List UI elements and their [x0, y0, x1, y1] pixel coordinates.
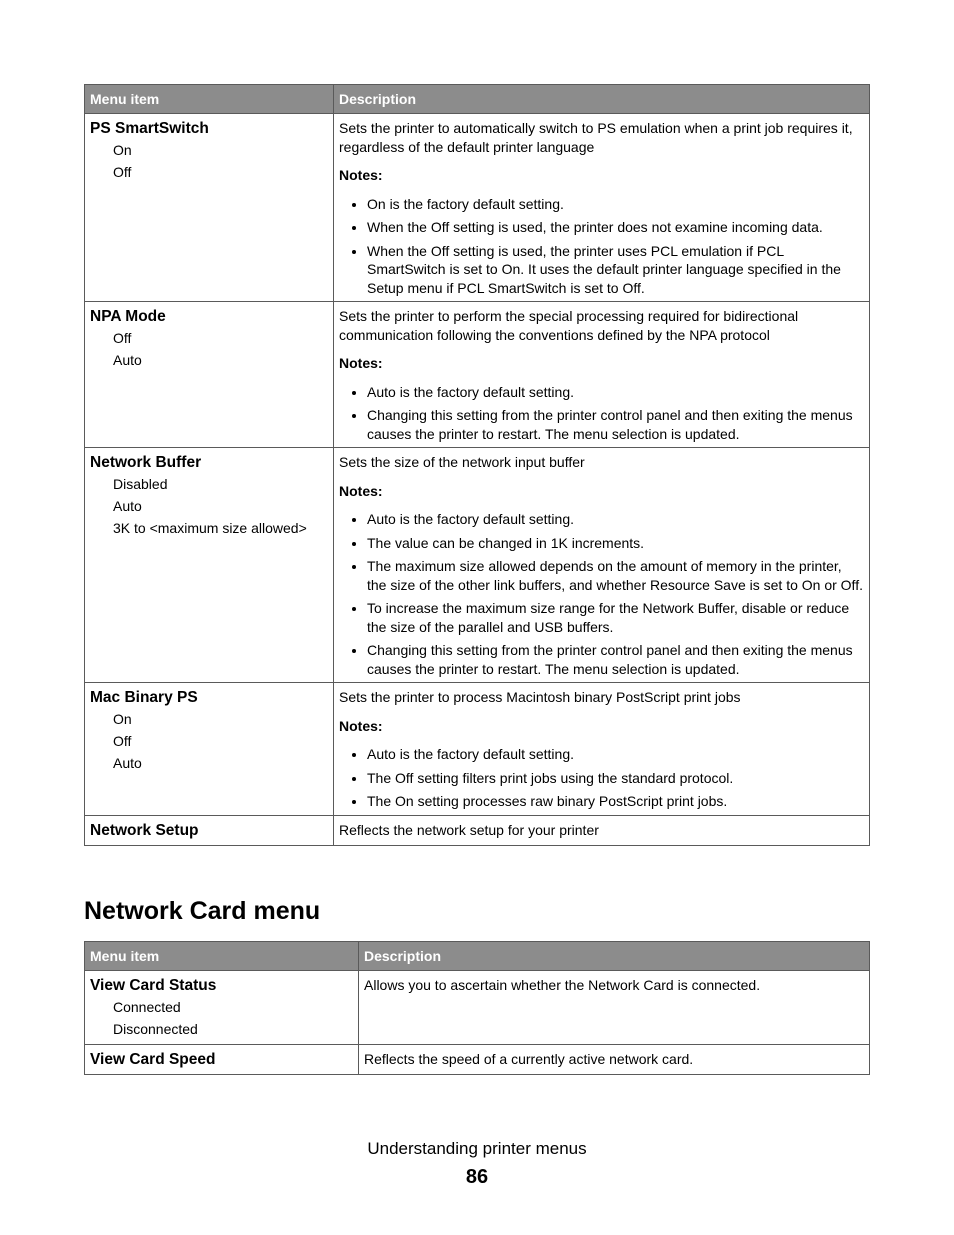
menu-option: Disabled — [113, 476, 168, 492]
menu-item-title: Network Setup — [90, 821, 199, 839]
table-header-row — [85, 942, 870, 971]
menu-item-title: Mac Binary PS — [90, 689, 198, 706]
header-menu-item: Menu item — [85, 85, 334, 114]
header-description: Description — [334, 85, 870, 114]
description-cell — [359, 1045, 870, 1075]
note-item: • To increase the maximum size range for the Network Buffer, disable or reduce the size of the parallel and USB buffers. — [367, 599, 865, 636]
menu-option: Off — [113, 330, 132, 346]
menu-option: Disconnected — [113, 1021, 198, 1037]
menu-table-network-card — [84, 941, 870, 1075]
notes-label: Notes: — [339, 482, 383, 499]
menu-option: 3K to <maximum size allowed> — [113, 520, 307, 536]
description-text: Allows you to ascertain whether the Network Card is connected. — [364, 977, 761, 993]
description-cell — [359, 971, 870, 1045]
menu-option: Auto — [113, 498, 142, 514]
description-text: Reflects the speed of a currently active network card. — [364, 1051, 694, 1067]
footer-chapter-title: Understanding printer menus — [367, 1139, 587, 1158]
note-item: • Auto is the factory default setting. — [367, 745, 865, 764]
menu-item-title: View Card Status — [90, 977, 217, 994]
menu-option: Off — [113, 733, 132, 749]
menu-option: On — [113, 142, 132, 158]
menu-item-title: PS SmartSwitch — [90, 120, 209, 137]
notes-label: Notes: — [339, 167, 383, 183]
note-item: • The Off setting filters print jobs using the standard protocol. — [367, 769, 865, 788]
description-cell — [334, 683, 870, 816]
menu-item-title: NPA Mode — [90, 308, 166, 325]
description-cell — [334, 448, 870, 683]
table-row — [85, 971, 870, 1045]
note-item: • On is the factory default setting. — [367, 195, 865, 214]
note-item: • The value can be changed in 1K increments. — [367, 534, 865, 553]
notes-list — [339, 195, 865, 298]
header-menu-item: Menu item — [85, 942, 359, 971]
note-item: • Changing this setting from the printer control panel and then exiting the menus causes the printer to restart. The menu selection is updated. — [367, 406, 865, 443]
menu-table-network — [84, 84, 870, 846]
menu-option: Off — [113, 164, 132, 180]
menu-item-cell — [85, 114, 334, 302]
table-row — [85, 114, 870, 302]
menu-item-cell — [85, 448, 334, 683]
menu-item-cell — [85, 1045, 359, 1075]
header-description: Description — [359, 942, 870, 971]
menu-option: Auto — [113, 755, 142, 771]
table-row — [85, 302, 870, 448]
description-text: Reflects the network setup for your printer — [339, 821, 599, 838]
notes-label: Notes: — [339, 355, 383, 371]
note-item: • The maximum size allowed depends on the amount of memory in the printer, the size of the other link buffers, and whether Resource Save is set to On or Off. — [367, 557, 865, 594]
menu-item-title: View Card Speed — [90, 1051, 216, 1068]
note-item: • Changing this setting from the printer control panel and then exiting the menus causes the printer to restart. The menu selection is updated. — [367, 641, 865, 678]
menu-option: On — [113, 711, 132, 727]
menu-item-title: Network Buffer — [90, 454, 202, 471]
table-header-row — [85, 85, 870, 114]
table-row — [85, 1045, 870, 1075]
section-title: Network Card menu — [84, 897, 321, 925]
table-row — [85, 815, 870, 845]
note-item: • Auto is the factory default setting. — [367, 383, 865, 402]
notes-list — [339, 510, 865, 678]
menu-item-cell — [85, 815, 334, 845]
menu-item-cell — [85, 302, 334, 448]
menu-item-cell — [85, 683, 334, 816]
notes-list — [339, 383, 865, 444]
note-item: • Auto is the factory default setting. — [367, 510, 865, 529]
description-cell — [334, 302, 870, 448]
description-cell — [334, 114, 870, 302]
table-row — [85, 683, 870, 816]
description-text: Sets the size of the network input buffer — [339, 454, 585, 470]
page-number: 86 — [465, 1166, 489, 1188]
description-cell — [334, 815, 870, 845]
description-text: Sets the printer to automatically switch to PS emulation when a print job requires it, regardless of the default printer language — [339, 120, 853, 155]
table-row — [85, 448, 870, 683]
note-item: • The On setting processes raw binary PostScript print jobs. — [367, 792, 865, 811]
note-item: • When the Off setting is used, the printer uses PCL emulation if PCL SmartSwitch is set to On. It uses the default printer language specified in the Setup menu if PCL SmartSwitch is set to Off. — [367, 242, 865, 298]
menu-option: Connected — [113, 999, 181, 1015]
menu-item-cell — [85, 971, 359, 1045]
description-text: Sets the printer to process Macintosh binary PostScript print jobs — [339, 689, 741, 705]
menu-option: Auto — [113, 352, 142, 368]
notes-list — [339, 745, 865, 811]
description-text: Sets the printer to perform the special processing required for bidirectional communication following the conventions defined by the NPA protocol — [339, 308, 799, 343]
notes-label: Notes: — [339, 717, 383, 734]
note-item: • When the Off setting is used, the printer does not examine incoming data. — [367, 218, 865, 237]
